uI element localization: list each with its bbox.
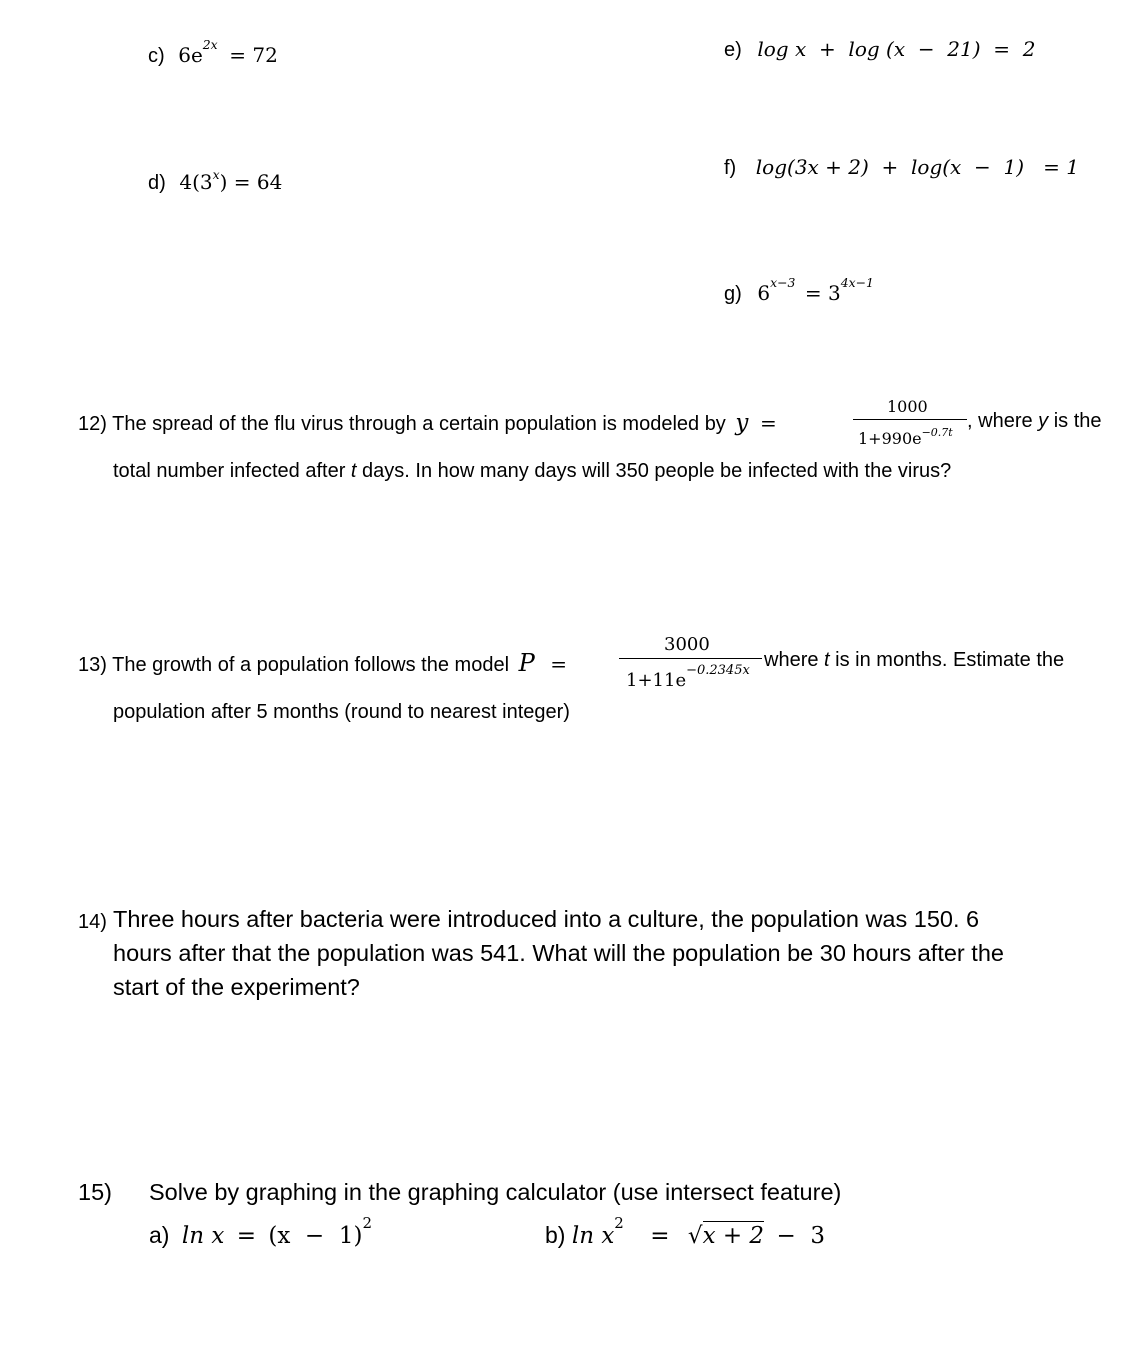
question-15-b-rest: − 3: [776, 1223, 825, 1249]
question-12-denominator-base: 1+990e: [858, 429, 922, 448]
question-12-number: 12): [78, 413, 107, 435]
question-13-line-1: [78, 649, 567, 677]
question-12-where: where: [978, 410, 1033, 432]
question-13-t-italic: t: [824, 649, 830, 671]
question-15-b-lhs: ln x: [571, 1223, 615, 1249]
problem-g-label: g): [724, 283, 742, 305]
question-12-line-2-c: days. In how many days will 350 people be infected with the virus?: [362, 460, 952, 482]
problem-g-base-6: 6: [757, 281, 771, 305]
question-12-fraction-denominator: [858, 426, 953, 448]
question-13-rest: is in months. Estimate the: [835, 649, 1065, 671]
question-13-denominator-exponent: −0.2345x: [686, 663, 750, 678]
question-12-line-2: [113, 460, 951, 483]
question-12-y-italic: y: [1038, 410, 1049, 432]
question-15-part-a: [149, 1214, 372, 1249]
question-15-number: 15): [78, 1179, 112, 1205]
question-12-comma: ,: [967, 410, 973, 432]
question-12-text: The spread of the flu virus through a certain population is modeled by: [112, 413, 726, 435]
question-15-part-b: [545, 1214, 825, 1249]
problem-c-base: 6e: [178, 43, 203, 67]
question-12-line-2-a: total number infected after: [113, 460, 346, 482]
question-12-fraction-bar: [853, 419, 967, 420]
question-14-line-1: Three hours after bacteria were introduced into a culture, the population was 150. 6: [113, 906, 980, 932]
question-15-a-label: a): [149, 1222, 170, 1248]
problem-g: [724, 275, 874, 306]
question-13-equals: =: [550, 652, 568, 676]
question-14-line-2: hours after that the population was 541. What will the population be 30 hours after the: [113, 940, 1004, 966]
question-13-denominator-base: 1+11e: [626, 670, 687, 691]
square-root-icon: √: [687, 1223, 703, 1249]
question-12-equals: =: [759, 411, 777, 435]
problem-c-label: c): [148, 45, 165, 67]
question-13-line-1-end: [764, 649, 1064, 672]
problem-d-exponent: x: [212, 167, 220, 182]
question-13-variable-p: P: [518, 649, 535, 677]
question-12-line-1: [78, 410, 777, 436]
question-13-fraction-denominator: [626, 663, 750, 691]
question-15-a-exponent: 2: [362, 1214, 372, 1232]
question-14-line-3: start of the experiment?: [113, 974, 360, 1000]
question-13-fraction-bar: [619, 658, 762, 659]
problem-c: [148, 37, 278, 68]
question-12-variable-y: y: [735, 410, 749, 436]
problem-e-equation: log x + log (x − 21) = 2: [757, 37, 1036, 61]
problem-d-label: d): [148, 172, 166, 194]
problem-g-exponent-1: x−3: [770, 275, 796, 290]
question-13-text: The growth of a population follows the model: [112, 654, 510, 676]
problem-f-label: f): [724, 157, 737, 179]
question-13-fraction-numerator: 3000: [664, 634, 710, 655]
question-15-b-radicand: x + 2: [702, 1223, 765, 1249]
question-15-b-label: b): [545, 1222, 566, 1248]
problem-d-rhs: ) = 64: [219, 170, 283, 194]
question-15-a-lhs: ln x: [181, 1223, 225, 1249]
question-14-number: 14): [78, 911, 107, 933]
problem-f-equation: log(3x + 2) + log(x − 1) = 1: [755, 155, 1079, 179]
problem-c-exponent: 2x: [202, 37, 218, 52]
problem-g-exponent-2: 4x−1: [840, 275, 874, 290]
question-13-line-2: population after 5 months (round to nearest integer): [113, 701, 570, 723]
question-15-b-equals: =: [650, 1223, 670, 1249]
question-15-a-rhs: (x − 1): [268, 1223, 363, 1249]
question-13-where: where: [764, 649, 819, 671]
problem-d: [148, 167, 283, 195]
problem-e-label: e): [724, 39, 742, 61]
problem-e: [724, 37, 1035, 62]
question-15-b-exponent: 2: [614, 1214, 624, 1232]
question-12-line-2-t: t: [350, 460, 357, 482]
question-12-denominator-exponent: −0.7t: [921, 426, 953, 439]
question-15-title: Solve by graphing in the graphing calculator (use intersect feature): [149, 1179, 842, 1205]
problem-d-lhs: 4(3: [179, 170, 213, 194]
problem-g-base-3: = 3: [804, 281, 841, 305]
question-13-number: 13): [78, 654, 107, 676]
question-12-is-the: is the: [1053, 410, 1102, 432]
question-12-line-1-end: [967, 410, 1102, 433]
question-12-fraction-numerator: 1000: [887, 397, 928, 416]
problem-f: [724, 155, 1079, 180]
problem-c-rhs: = 72: [229, 43, 278, 67]
question-15-a-equals: =: [236, 1223, 256, 1249]
